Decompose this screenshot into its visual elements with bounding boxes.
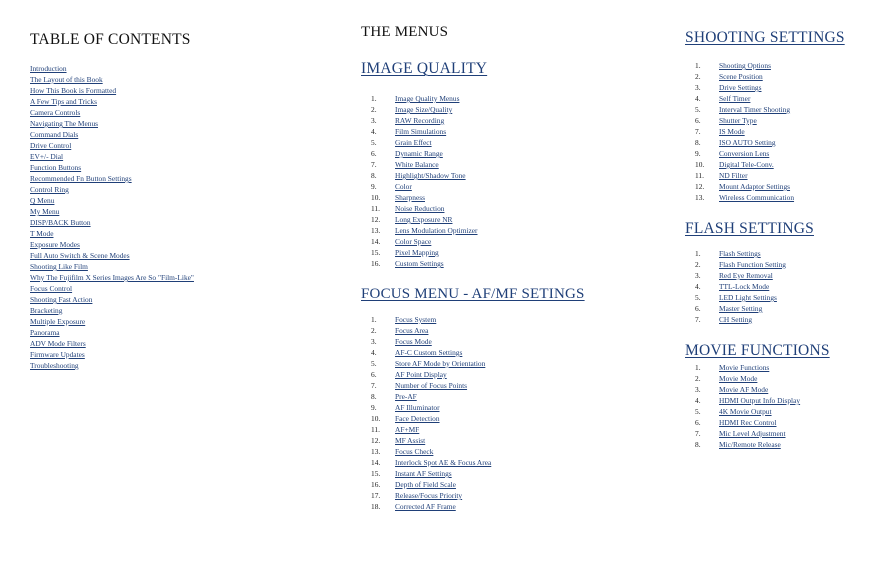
item-number: 18.: [371, 502, 381, 511]
item-number: 1.: [695, 61, 701, 70]
shooting-settings-link[interactable]: Shooting Options: [719, 61, 771, 70]
toc-item: [30, 107, 194, 118]
item-number: 2.: [371, 326, 377, 335]
toc-item: [30, 239, 194, 250]
flash-settings-link[interactable]: Red Eye Removal: [719, 271, 773, 280]
flash-settings-link[interactable]: Flash Function Setting: [719, 260, 786, 269]
focus-menu-list: [371, 314, 491, 512]
flash-settings-link[interactable]: Master Setting: [719, 304, 763, 313]
movie-functions-item: [695, 373, 800, 384]
image-quality-link[interactable]: Custom Settings: [395, 259, 444, 268]
item-number: 4.: [695, 396, 701, 405]
image-quality-link[interactable]: Long Exposure NR: [395, 215, 453, 224]
item-number: 1.: [695, 363, 701, 372]
item-number: 6.: [371, 370, 377, 379]
flash-settings-item: [695, 281, 786, 292]
image-quality-item: [371, 225, 478, 236]
focus-menu-item: [371, 325, 491, 336]
image-quality-item: [371, 159, 478, 170]
image-quality-item: [371, 258, 478, 269]
toc-item: [30, 294, 194, 305]
focus-menu-link[interactable]: Release/Focus Priority: [395, 491, 463, 500]
item-number: 7.: [371, 160, 377, 169]
image-quality-heading[interactable]: IMAGE QUALITY: [361, 60, 488, 77]
flash-settings-item: [695, 259, 786, 270]
movie-functions-link[interactable]: Movie Mode: [719, 374, 758, 383]
toc-item: [30, 305, 194, 316]
toc-item: [30, 261, 194, 272]
movie-functions-item: [695, 428, 800, 439]
focus-menu-link[interactable]: Store AF Mode by Orientation: [395, 359, 486, 368]
image-quality-item: [371, 104, 478, 115]
shooting-settings-item: [695, 192, 794, 203]
movie-functions-item: [695, 384, 800, 395]
movie-functions-item: [695, 395, 800, 406]
movie-functions-item: [695, 439, 800, 450]
flash-settings-link[interactable]: TTL-Lock Mode: [719, 282, 770, 291]
focus-menu-item: [371, 347, 491, 358]
toc-item: [30, 118, 194, 129]
toc-item: [30, 162, 194, 173]
movie-functions-link[interactable]: Movie AF Mode: [719, 385, 769, 394]
focus-menu-item: [371, 369, 491, 380]
item-number: 8.: [695, 440, 701, 449]
image-quality-link[interactable]: Pixel Mapping: [395, 248, 439, 257]
toc-item: [30, 63, 194, 74]
shooting-settings-link[interactable]: Digital Tele-Conv.: [719, 160, 774, 169]
image-quality-link[interactable]: Image Quality Menus: [395, 94, 460, 103]
flash-settings-link[interactable]: LED Light Settings: [719, 293, 777, 302]
item-number: 6.: [695, 304, 701, 313]
item-number: 15.: [371, 248, 381, 257]
item-number: 5.: [695, 407, 701, 416]
item-number: 10.: [371, 414, 381, 423]
movie-functions-heading[interactable]: MOVIE FUNCTIONS: [685, 342, 830, 359]
focus-menu-link[interactable]: Focus System: [395, 315, 437, 324]
item-number: 8.: [371, 392, 377, 401]
item-number: 1.: [371, 315, 377, 324]
flash-settings-heading[interactable]: FLASH SETTINGS: [685, 220, 814, 237]
focus-menu-item: [371, 314, 491, 325]
item-number: 11.: [695, 171, 704, 180]
item-number: 14.: [371, 458, 381, 467]
focus-menu-item: [371, 402, 491, 413]
item-number: 16.: [371, 480, 381, 489]
item-number: 14.: [371, 237, 381, 246]
movie-functions-item: [695, 417, 800, 428]
focus-menu-item: [371, 468, 491, 479]
shooting-settings-link[interactable]: Shutter Type: [719, 116, 757, 125]
image-quality-item: [371, 170, 478, 181]
toc-item: [30, 338, 194, 349]
toc-link[interactable]: Why The Fujifilm X Series Images Are So "Film-Like": [30, 273, 194, 282]
item-number: 1.: [695, 249, 701, 258]
shooting-settings-item: [695, 137, 794, 148]
focus-menu-item: [371, 380, 491, 391]
flash-settings-item: [695, 303, 786, 314]
focus-menu-item: [371, 446, 491, 457]
toc-item: [30, 96, 194, 107]
shooting-settings-heading[interactable]: SHOOTING SETTINGS: [685, 29, 845, 46]
shooting-settings-item: [695, 170, 794, 181]
toc-link[interactable]: DISP/BACK Button: [30, 218, 91, 227]
focus-menu-item: [371, 391, 491, 402]
movie-functions-link[interactable]: Movie Functions: [719, 363, 770, 372]
focus-menu-link[interactable]: Focus Area: [395, 326, 429, 335]
toc-link[interactable]: Command Dials: [30, 130, 79, 139]
flash-settings-list: [695, 248, 786, 325]
toc-link[interactable]: Troubleshooting: [30, 361, 79, 370]
image-quality-link[interactable]: Grain Effect: [395, 138, 432, 147]
focus-menu-item: [371, 413, 491, 424]
image-quality-link[interactable]: Sharpness: [395, 193, 425, 202]
flash-settings-item: [695, 314, 786, 325]
shooting-settings-item: [695, 93, 794, 104]
flash-settings-link[interactable]: Flash Settings: [719, 249, 761, 258]
toc-link[interactable]: Multiple Exposure: [30, 317, 86, 326]
item-number: 6.: [695, 116, 701, 125]
image-quality-link[interactable]: Color Space: [395, 237, 432, 246]
item-number: 5.: [695, 293, 701, 302]
toc-link[interactable]: Full Auto Switch & Scene Modes: [30, 251, 130, 260]
focus-menu-item: [371, 501, 491, 512]
image-quality-item: [371, 126, 478, 137]
item-number: 3.: [371, 337, 377, 346]
shooting-settings-link[interactable]: Drive Settings: [719, 83, 762, 92]
toc-link[interactable]: Control Ring: [30, 185, 69, 194]
focus-menu-item: [371, 490, 491, 501]
shooting-settings-list: [695, 60, 794, 203]
shooting-settings-link[interactable]: IS Mode: [719, 127, 745, 136]
focus-menu-link[interactable]: Depth of Field Scale: [395, 480, 456, 489]
toc-item: [30, 327, 194, 338]
movie-functions-link[interactable]: HDMI Rec Control: [719, 418, 777, 427]
image-quality-item: [371, 192, 478, 203]
toc-title: TABLE OF CONTENTS: [30, 31, 191, 48]
toc-item: [30, 140, 194, 151]
movie-functions-item: [695, 362, 800, 373]
shooting-settings-link[interactable]: Wireless Communication: [719, 193, 795, 202]
focus-menu-heading[interactable]: FOCUS MENU - AF/MF SETINGS: [361, 286, 585, 302]
toc-item: [30, 173, 194, 184]
item-number: 6.: [371, 149, 377, 158]
image-quality-item: [371, 115, 478, 126]
image-quality-link[interactable]: RAW Recording: [395, 116, 445, 125]
toc-item: [30, 316, 194, 327]
shooting-settings-link[interactable]: Self Timer: [719, 94, 751, 103]
item-number: 7.: [695, 315, 701, 324]
focus-menu-link[interactable]: MF Assist: [395, 436, 426, 445]
image-quality-item: [371, 148, 478, 159]
toc-item: [30, 85, 194, 96]
focus-menu-link[interactable]: Corrected AF Frame: [395, 502, 456, 511]
item-number: 5.: [695, 105, 701, 114]
image-quality-link[interactable]: White Balance: [395, 160, 439, 169]
shooting-settings-item: [695, 126, 794, 137]
toc-link[interactable]: The Layout of this Book: [30, 75, 103, 84]
shooting-settings-link[interactable]: Mount Adaptor Settings: [719, 182, 791, 191]
flash-settings-item: [695, 270, 786, 281]
item-number: 2.: [695, 260, 701, 269]
item-number: 15.: [371, 469, 381, 478]
item-number: 2.: [695, 72, 701, 81]
toc-link[interactable]: Q Menu: [30, 196, 55, 205]
item-number: 1.: [371, 94, 377, 103]
movie-functions-item: [695, 406, 800, 417]
item-number: 3.: [371, 116, 377, 125]
image-quality-item: [371, 247, 478, 258]
toc-list: [30, 63, 194, 371]
movie-functions-list: [695, 362, 800, 450]
item-number: 3.: [695, 385, 701, 394]
item-number: 13.: [371, 447, 381, 456]
toc-item: [30, 360, 194, 371]
toc-link[interactable]: How This Book is Formatted: [30, 86, 117, 95]
focus-menu-item: [371, 435, 491, 446]
item-number: 4.: [371, 127, 377, 136]
image-quality-item: [371, 137, 478, 148]
item-number: 17.: [371, 491, 381, 500]
focus-menu-link[interactable]: Instant AF Settings: [395, 469, 452, 478]
focus-menu-link[interactable]: Number of Focus Points: [395, 381, 468, 390]
shooting-settings-link[interactable]: Interval Timer Shooting: [719, 105, 791, 114]
item-number: 4.: [371, 348, 377, 357]
shooting-settings-link[interactable]: ND Filter: [719, 171, 748, 180]
toc-link[interactable]: Panorama: [30, 328, 60, 337]
toc-item: [30, 349, 194, 360]
item-number: 2.: [695, 374, 701, 383]
focus-menu-item: [371, 336, 491, 347]
image-quality-link[interactable]: Noise Reduction: [395, 204, 445, 213]
item-number: 13.: [371, 226, 381, 235]
image-quality-link[interactable]: Image Size/Quality: [395, 105, 453, 114]
shooting-settings-link[interactable]: Scene Position: [719, 72, 763, 81]
focus-menu-item: [371, 424, 491, 435]
toc-item: [30, 74, 194, 85]
menus-title: THE MENUS: [361, 24, 449, 40]
item-number: 7.: [371, 381, 377, 390]
shooting-settings-item: [695, 181, 794, 192]
toc-item: [30, 217, 194, 228]
toc-link[interactable]: Firmware Updates: [30, 350, 85, 359]
item-number: 3.: [695, 83, 701, 92]
focus-menu-link[interactable]: AF-C Custom Settings: [395, 348, 463, 357]
item-number: 13.: [695, 193, 705, 202]
item-number: 4.: [695, 282, 701, 291]
shooting-settings-item: [695, 104, 794, 115]
item-number: 10.: [371, 193, 381, 202]
item-number: 5.: [371, 138, 377, 147]
toc-item: [30, 272, 194, 283]
toc-link[interactable]: Navigating The Menus: [30, 119, 99, 128]
toc-link[interactable]: Shooting Fast Action: [30, 295, 93, 304]
image-quality-item: [371, 203, 478, 214]
focus-menu-link[interactable]: AF+MF: [395, 425, 420, 434]
shooting-settings-item: [695, 82, 794, 93]
item-number: 8.: [371, 171, 377, 180]
item-number: 9.: [371, 403, 377, 412]
toc-link[interactable]: A Few Tips and Tricks: [30, 97, 97, 106]
flash-settings-link[interactable]: CH Setting: [719, 315, 753, 324]
image-quality-item: [371, 214, 478, 225]
focus-menu-link[interactable]: Focus Mode: [395, 337, 432, 346]
toc-link[interactable]: Bracketing: [30, 306, 63, 315]
shooting-settings-item: [695, 159, 794, 170]
focus-menu-link[interactable]: Pre-AF: [395, 392, 417, 401]
focus-menu-item: [371, 358, 491, 369]
item-number: 2.: [371, 105, 377, 114]
shooting-settings-item: [695, 60, 794, 71]
image-quality-link[interactable]: Film Simulations: [395, 127, 447, 136]
item-number: 5.: [371, 359, 377, 368]
item-number: 8.: [695, 138, 701, 147]
toc-link[interactable]: Drive Control: [30, 141, 72, 150]
toc-link[interactable]: Focus Control: [30, 284, 73, 293]
item-number: 12.: [695, 182, 705, 191]
flash-settings-item: [695, 292, 786, 303]
item-number: 3.: [695, 271, 701, 280]
image-quality-link[interactable]: Dynamic Range: [395, 149, 443, 158]
movie-functions-link[interactable]: Mic Level Adjustment: [719, 429, 786, 438]
item-number: 9.: [695, 149, 701, 158]
image-quality-list: [371, 93, 478, 269]
toc-link[interactable]: Recommended Fn Button Settings: [30, 174, 132, 183]
focus-menu-item: [371, 457, 491, 468]
toc-link[interactable]: My Menu: [30, 207, 60, 216]
toc-link[interactable]: ADV Mode Filters: [30, 339, 86, 348]
flash-settings-item: [695, 248, 786, 259]
toc-link[interactable]: EV+/- Dial: [30, 152, 64, 161]
shooting-settings-item: [695, 148, 794, 159]
item-number: 7.: [695, 127, 701, 136]
focus-menu-link[interactable]: Interlock Spot AE & Focus Area: [395, 458, 492, 467]
item-number: 11.: [371, 204, 380, 213]
toc-item: [30, 195, 194, 206]
toc-link[interactable]: Exposure Modes: [30, 240, 80, 249]
image-quality-item: [371, 236, 478, 247]
item-number: 10.: [695, 160, 705, 169]
shooting-settings-link[interactable]: Conversion Lens: [719, 149, 770, 158]
image-quality-link[interactable]: Highlight/Shadow Tone: [395, 171, 466, 180]
item-number: 6.: [695, 418, 701, 427]
focus-menu-link[interactable]: AF Illuminator: [395, 403, 440, 412]
item-number: 7.: [695, 429, 701, 438]
image-quality-item: [371, 181, 478, 192]
toc-link[interactable]: Function Buttons: [30, 163, 82, 172]
toc-link[interactable]: Introduction: [30, 64, 67, 73]
image-quality-link[interactable]: Lens Modulation Optimizer: [395, 226, 478, 235]
item-number: 9.: [371, 182, 377, 191]
item-number: 11.: [371, 425, 380, 434]
toc-item: [30, 206, 194, 217]
image-quality-link[interactable]: Color: [395, 182, 412, 191]
focus-menu-link[interactable]: Face Detection: [395, 414, 440, 423]
item-number: 12.: [371, 215, 381, 224]
toc-item: [30, 283, 194, 294]
toc-link[interactable]: Shooting Like Film: [30, 262, 88, 271]
movie-functions-link[interactable]: HDMI Output Info Display: [719, 396, 801, 405]
focus-menu-link[interactable]: Focus Check: [395, 447, 434, 456]
item-number: 4.: [695, 94, 701, 103]
image-quality-item: [371, 93, 478, 104]
toc-link[interactable]: T Mode: [30, 229, 54, 238]
toc-item: [30, 228, 194, 239]
focus-menu-item: [371, 479, 491, 490]
toc-link[interactable]: Camera Controls: [30, 108, 81, 117]
shooting-settings-item: [695, 115, 794, 126]
shooting-settings-link[interactable]: ISO AUTO Setting: [719, 138, 776, 147]
toc-item: [30, 129, 194, 140]
shooting-settings-item: [695, 71, 794, 82]
item-number: 16.: [371, 259, 381, 268]
toc-item: [30, 151, 194, 162]
toc-item: [30, 184, 194, 195]
item-number: 12.: [371, 436, 381, 445]
movie-functions-link[interactable]: 4K Movie Output: [719, 407, 772, 416]
focus-menu-link[interactable]: AF Point Display: [395, 370, 447, 379]
movie-functions-link[interactable]: Mic/Remote Release: [719, 440, 781, 449]
toc-item: [30, 250, 194, 261]
